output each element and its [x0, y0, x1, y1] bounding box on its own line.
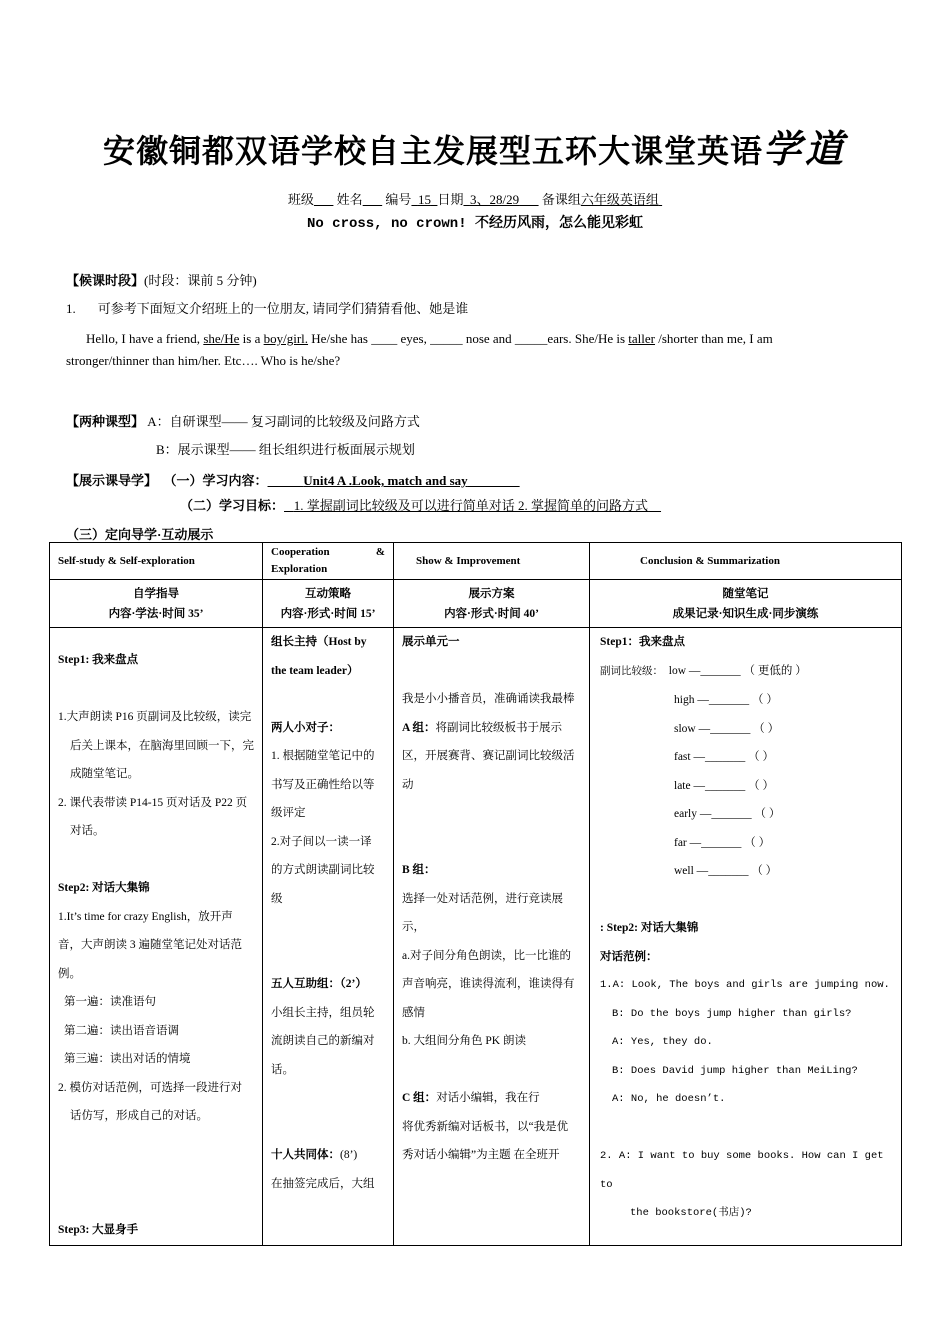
name-label: 姓名	[336, 192, 363, 207]
sub-show: 展示方案 内容·形式·时间 40’	[394, 580, 590, 628]
date-value: 3、28/29	[469, 192, 520, 207]
student-info-line	[0, 189, 950, 208]
group-value: 六年级英语组	[580, 192, 659, 207]
lesson-types: 【两种课型】 A：自研课型—— 复习副词的比较级及问路方式	[66, 414, 420, 429]
warmup-passage: Hello, I have a friend, she/He is a boy/girl. He/she has ____ eyes, _____ nose and _____ears. She/He is taller /shorter than me, I am	[86, 331, 773, 346]
col-cooperation: 组长主持（Host by the team leader） 两人小对子： 1. 根据随堂笔记中的 书写及正确性给以等 级评定 2.对子间以一读一译 的方式朗读副词比较 级 五人互助组：（2’） 小组长主持，组员轮 流朗读自己的新编对 话。 十人共同体：(8’) 在抽签完成后，大组	[263, 628, 394, 1246]
guide-goal: （二）学习目标： 1. 掌握副词比较级及可以进行简单对话 2. 掌握简单的问路方式	[180, 498, 649, 513]
number-value: 15	[417, 192, 431, 207]
date-label: 日期	[437, 192, 464, 207]
header-show: Show & Improvement	[394, 543, 590, 580]
sub-conclusion: 随堂笔记 成果记录·知识生成·同步演练	[590, 580, 902, 628]
col-show: 展示单元一 我是小小播音员，准确诵读我最棒 A 组：将副词比较级板书于展示 区，开展赛背、赛记副词比较级活 动 B 组： 选择一处对话范例，进行竞读展 示， a.对子间分角色朗读，比一比谁的 声音响亮，谁读得流利，谁读得有 感情 b. 大组间分角色 PK 朗读 C 组：对话小编辑，我在行 将优秀新编对话板书，以“我是优 秀对话小编辑”为主题 在全班开	[394, 628, 590, 1246]
number-label: 编号	[385, 192, 412, 207]
col-conclusion: Step1：我来盘点 副词比较级： low —_______ （ 更低的 ） high —_______ （ ） slow —_______ （ ） fast —_______ （ ） late —_______ （ ） early —_______ （ ） far —_______ （ ） well —_______ （ ） : Step2: 对话大集锦 对话范例： 1.A: Look, The boys and girls are jumping now. B: Do the boys jump higher than girls? A: Yes, they do. B: Does David jump higher than MeiLing? A: No, he doesn’t. 2. A: I want to buy some books. How can I get to the bookstore(书店)?	[590, 628, 902, 1246]
motto: No cross, no crown! 不经历风雨，怎么能见彩虹	[306, 215, 644, 232]
sub-self-study: 自学指导 内容·学法·时间 35’	[50, 580, 263, 628]
col-self-study: Step1: 我来盘点 1.大声朗读 P16 页副词及比较级，读完 后关上课本，在脑海里回顾一下，完 成随堂笔记。 2. 课代表带读 P14-15 页对话及 P22 页 对话。 Step2: 对话大集锦 1.It’s time for crazy English，放开声 音，大声朗读 3 遍随堂笔记处对话范 例。 第一遍：读准语句 第二遍：读出语音语调 第三遍：读出对话的情境 2. 模仿对话范例，可选择一段进行对 话仿写，形成自己的对话。 Step3: 大显身手	[50, 628, 263, 1246]
guide-content: 【展示课导学】 （一）学习内容： Unit4 A .Look, match and say	[66, 473, 468, 488]
header-self-study: Self-study & Self-exploration	[50, 543, 263, 580]
guide-table	[49, 542, 902, 1246]
lesson-type-b: B：展示课型—— 组长组织进行板面展示规划	[156, 442, 415, 457]
group-label: 备课组	[541, 192, 581, 207]
section3-heading: （三）定向导学·互动展示	[66, 527, 214, 542]
warmup-passage-end: stronger/thinner than him/her. Etc…. Who is he/she?	[66, 353, 341, 368]
class-label: 班级	[287, 192, 314, 207]
school-title: 安徽铜都双语学校自主发展型五环大课堂英语学道	[102, 126, 848, 171]
warmup-heading: 【候课时段】(时段：课前 5 分钟)	[66, 273, 257, 288]
dao-calligraphy: 学道	[763, 126, 848, 171]
header-cooperation: Cooperation & Exploration	[263, 543, 394, 580]
warmup-item: 1. 可参考下面短文介绍班上的一位朋友, 请同学们猜猜看他、她是谁	[66, 301, 469, 316]
sub-cooperation: 互动策略 内容·形式·时间 15’	[263, 580, 394, 628]
header-conclusion: Conclusion & Summarization	[590, 543, 902, 580]
